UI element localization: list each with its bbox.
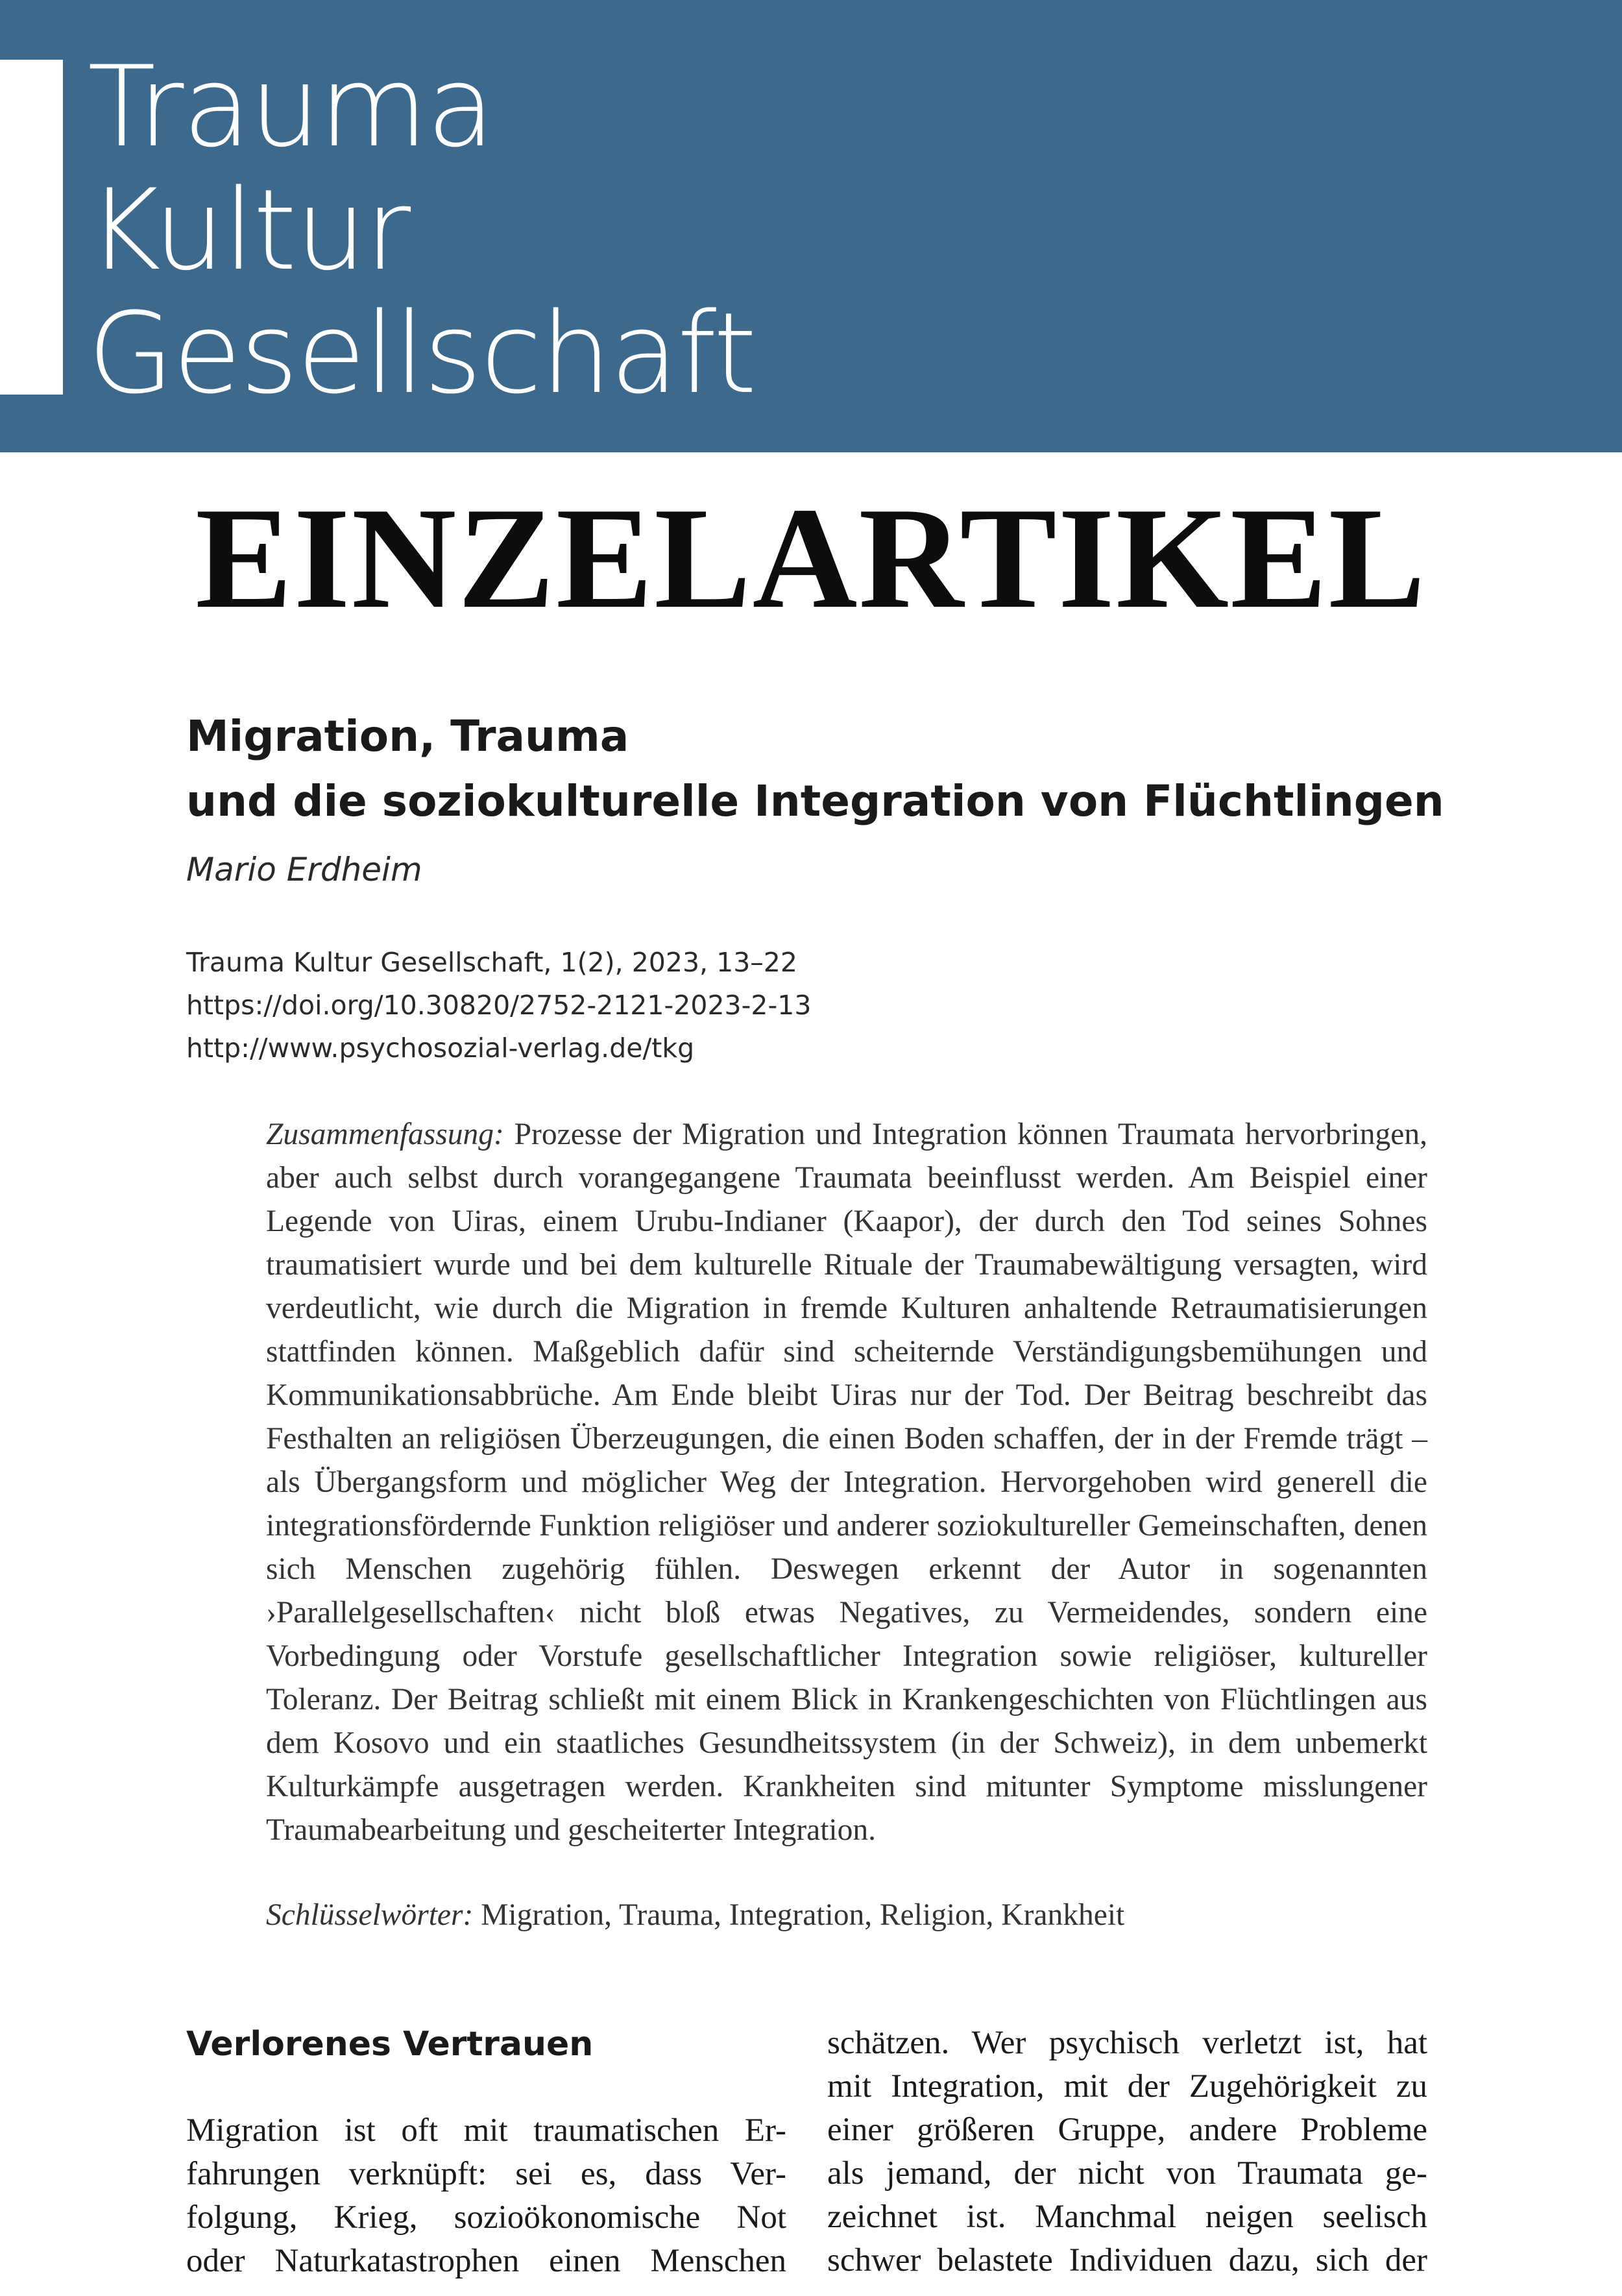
body-line: schwer belastete Individuen dazu, sich der [827,2242,1427,2278]
body-line: mit Integration, mit der Zugehörigkeit zu [827,2068,1427,2105]
article-title [186,704,1444,834]
body-column-left [186,2109,786,2283]
doi-link[interactable]: https://doi.org/10.30820/2752-2121-2023-2-13 [186,990,812,1021]
header-accent-bar [0,60,63,395]
body-line: zeichnet ist. Manchmal neigen seelisch [827,2199,1427,2235]
body-line: oder Naturkatastrophen einen Menschen [186,2243,786,2279]
body-line: als jemand, der nicht von Traumata ge- [827,2155,1427,2192]
article-title-line-1: Migration, Trauma [186,711,629,761]
section-heading: Verlorenes Vertrauen [186,2025,594,2064]
body-line: schätzen. Wer psychisch verletzt ist, hat [827,2025,1427,2061]
article-meta [186,941,811,1069]
article-title-line-2: und die soziokulturelle Integration von Flüchtlingen [186,776,1444,826]
publisher-link[interactable]: http://www.psychosozial-verlag.de/tkg [186,1032,695,1064]
abstract [266,1113,1427,1852]
body-line: einer größeren Gruppe, andere Probleme [827,2112,1427,2148]
journal-title [88,42,756,419]
article-author: Mario Erdheim [186,851,422,888]
journal-title-line-3: Gesellschaft [88,288,756,419]
abstract-label: Zusammenfassung: [266,1117,504,1151]
journal-title-line-1: Trauma [88,42,494,172]
body-line: Migration ist oft mit traumatischen Er- [186,2112,786,2149]
citation: Trauma Kultur Gesellschaft, 1(2), 2023, 13–22 [186,947,797,978]
abstract-text: Prozesse der Migration und Integration können Traumata hervorbringen, aber auch selbst durch vorangegangene Traumata beeinflusst werden. Am Beispiel einer Legende von Uiras, einem Urubu-Indianer (Kaapor), der durch den Tod seines Sohnes traumatisiert wurde und bei dem kulturelle Rituale der Traumabewältigung versagten, wird verdeutlicht, wie durch die Migration in fremde Kulturen anhaltende Retraumatisierungen stattfinden können. Maßgeblich dafür sind scheiternde Verständigungsbemühungen und Kommunikationsabbrüche. Am Ende bleibt Uiras nur der Tod. Der Beitrag beschreibt das Festhalten an religiösen Überzeugungen, die einen Boden schaffen, der in der Fremde trägt – als Übergangsform und möglicher Weg der Integration. Hervorgehoben wird generell die integrationsfördernde Funktion religiöser und anderer soziokultureller Gemeinschaften, denen sich Menschen zugehörig fühlen. Deswegen erkennt der Autor in sogenannten ›Parallelgesellschaften‹ nicht bloß etwas Negatives, zu Vermeidendes, sondern eine Vorbedingung oder Vorstufe gesellschaftlicher Integration sowie religiöser, kultureller Toleranz. Der Beitrag schließt mit einem Blick in Krankengeschichten von Flüchtlingen aus dem Kosovo und ein staatliches Gesundheitssystem (in der Schweiz), in dem unbemerkt Kulturkämpfe ausgetragen werden. Krankheiten sind mitunter Symptome misslungener Traumabearbeitung und gescheiterter Integration. [266,1117,1427,1847]
body-column-right [827,2021,1427,2282]
journal-title-line-2: Kultur [88,165,410,295]
keywords-label: Schlüsselwörter: [266,1898,474,1932]
banner-einzelartikel: EINZELARTIKEL [195,478,1427,639]
keywords-text: Migration, Trauma, Integration, Religion, Krankheit [473,1898,1125,1932]
keywords [266,1894,1427,1937]
body-line: folgung, Krieg, sozioökonomische Not [186,2199,786,2236]
body-line: fahrungen verknüpft: sei es, dass Ver- [186,2156,786,2192]
